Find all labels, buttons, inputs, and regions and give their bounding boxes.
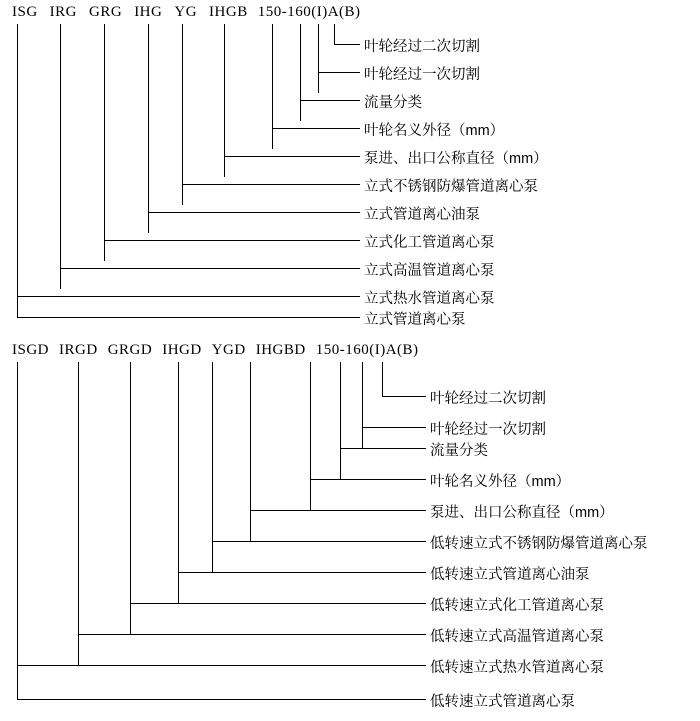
code-token: (I) (311, 4, 328, 20)
description-label: 立式高温管道离心泵 (364, 263, 495, 279)
designation-block-upper (0, 0, 700, 340)
description-label: 叶轮经过一次切割 (430, 422, 546, 438)
description-label: 叶轮经过二次切割 (430, 391, 546, 407)
description-label: 低转速立式化工管道离心泵 (430, 598, 604, 614)
leader-line-vertical (318, 24, 319, 93)
leader-line-horizontal (272, 128, 360, 129)
description-label: 叶轮名义外径（mm） (430, 474, 571, 490)
code-token: ISGD (12, 342, 50, 358)
description-label: 低转速立式管道离心油泵 (430, 567, 590, 583)
leader-line-vertical (60, 24, 61, 289)
code-token: IHG (134, 4, 163, 20)
code-token: GRG (89, 4, 123, 20)
leader-line-vertical (182, 24, 183, 205)
description-label: 叶轮名义外径（mm） (364, 123, 505, 139)
code-token: A (385, 342, 398, 358)
code-token: IHGBD (255, 342, 306, 358)
description-label: 低转速立式热水管道离心泵 (430, 660, 604, 676)
code-row-upper (12, 4, 361, 21)
leader-line-horizontal (334, 44, 360, 45)
leader-line-horizontal (60, 268, 360, 269)
code-row-lower (12, 342, 419, 359)
code-token: (B) (339, 4, 361, 20)
code-token: 150-160 (315, 342, 370, 358)
description-label: 叶轮经过一次切割 (364, 67, 480, 83)
leader-line-horizontal (224, 156, 360, 157)
description-label: 流量分类 (364, 95, 422, 111)
code-token: (I) (369, 342, 386, 358)
leader-line-vertical (300, 24, 301, 121)
leader-line-horizontal (17, 296, 360, 297)
leader-line-horizontal (212, 541, 426, 542)
leader-line-horizontal (130, 603, 426, 604)
designation-block-lower (0, 340, 700, 721)
code-token: A (327, 4, 340, 20)
description-label: 立式热水管道离心泵 (364, 291, 495, 307)
leader-line-horizontal (318, 72, 360, 73)
leader-line-vertical (148, 24, 149, 233)
leader-line-horizontal (300, 100, 360, 101)
leader-line-horizontal (250, 510, 426, 511)
leader-line-horizontal (310, 479, 426, 480)
leader-line-horizontal (104, 240, 360, 241)
description-label: 叶轮经过二次切割 (364, 39, 480, 55)
leader-line-horizontal (382, 396, 426, 397)
description-label: 泵进、出口公称直径（mm） (430, 505, 614, 521)
code-token: GRGD (107, 342, 153, 358)
code-token: YG (174, 4, 198, 20)
code-token: (B) (397, 342, 419, 358)
leader-line-vertical (272, 24, 273, 149)
code-token: 150-160 (257, 4, 312, 20)
description-label: 低转速立式不锈钢防爆管道离心泵 (430, 536, 648, 552)
description-label: 立式管道离心泵 (364, 312, 466, 328)
code-token: ISG (12, 4, 38, 20)
leader-line-vertical (340, 362, 341, 479)
leader-line-horizontal (340, 448, 426, 449)
leader-line-horizontal (17, 317, 360, 318)
code-token: IRG (49, 4, 78, 20)
leader-line-horizontal (182, 184, 360, 185)
leader-line-vertical (78, 362, 79, 665)
description-label: 立式不锈钢防爆管道离心泵 (364, 179, 538, 195)
leader-line-vertical (17, 24, 18, 317)
description-label: 流量分类 (430, 443, 488, 459)
leader-line-horizontal (17, 699, 426, 700)
leader-line-vertical (310, 362, 311, 510)
leader-line-vertical (382, 362, 383, 396)
leader-line-vertical (250, 362, 251, 541)
leader-line-vertical (178, 362, 179, 603)
leader-line-horizontal (362, 427, 426, 428)
leader-line-vertical (334, 24, 335, 44)
code-token: YGD (211, 342, 246, 358)
leader-line-horizontal (148, 212, 360, 213)
leader-line-vertical (130, 362, 131, 634)
code-token: IRGD (59, 342, 98, 358)
description-label: 立式化工管道离心泵 (364, 235, 495, 251)
leader-line-vertical (224, 24, 225, 177)
leader-line-horizontal (178, 572, 426, 573)
leader-line-vertical (104, 24, 105, 261)
leader-line-horizontal (78, 634, 426, 635)
code-token: IHGD (162, 342, 202, 358)
description-label: 立式管道离心油泵 (364, 207, 480, 223)
leader-line-vertical (362, 362, 363, 448)
code-token: IHGB (209, 4, 248, 20)
leader-line-horizontal (17, 665, 426, 666)
description-label: 泵进、出口公称直径（mm） (364, 151, 548, 167)
description-label: 低转速立式高温管道离心泵 (430, 629, 604, 645)
description-label: 低转速立式管道离心泵 (430, 694, 575, 710)
leader-line-vertical (17, 362, 18, 699)
